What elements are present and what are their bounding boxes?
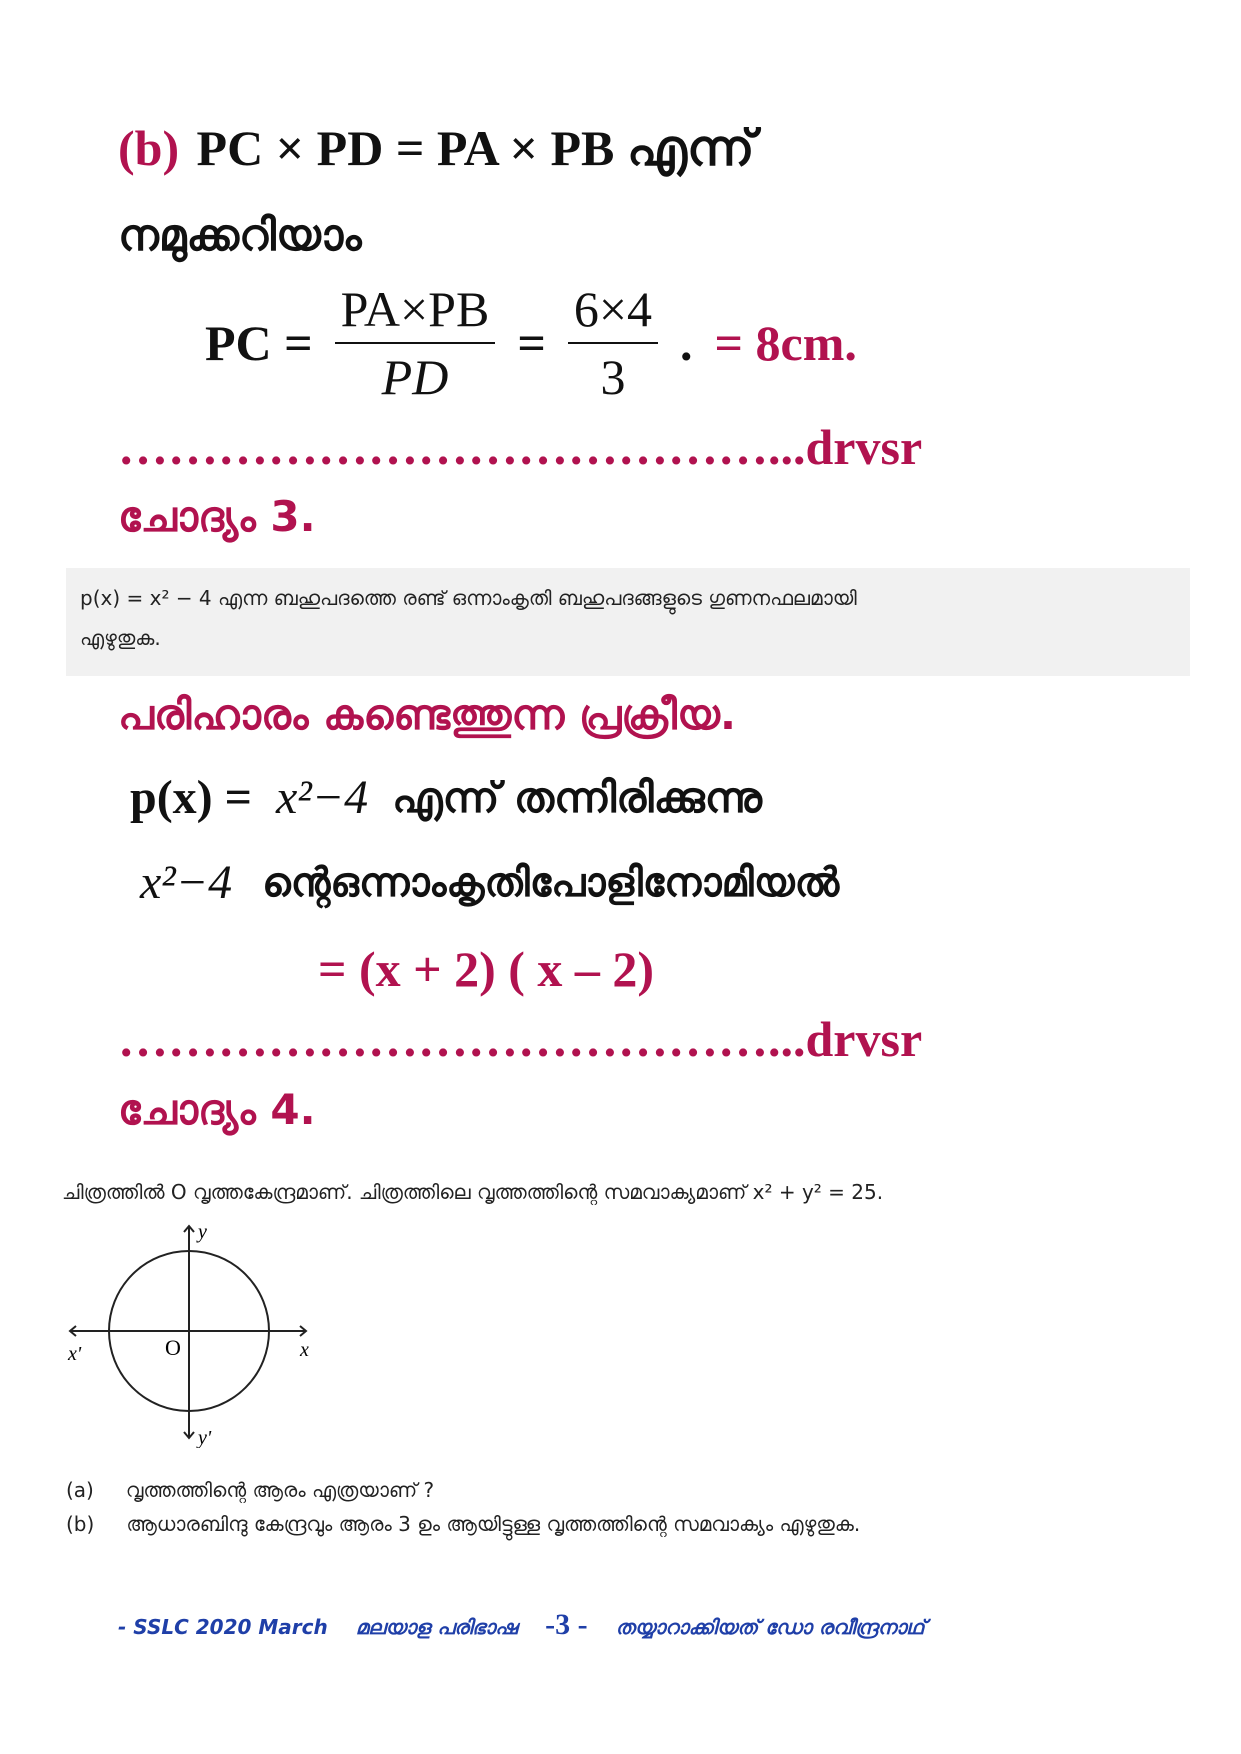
fraction-denominator: PD: [381, 349, 449, 405]
q3-line-1: [130, 770, 762, 825]
axis-label-x: x: [300, 1339, 309, 1361]
solution-heading: പരിഹാരം കണ്ടെത്തുന്ന പ്രക്രീയ.: [118, 690, 736, 739]
footer-exam: - SSLC 2020 March: [118, 1615, 328, 1639]
question-4-part-a: [66, 1478, 434, 1502]
equals-sign: =: [517, 315, 546, 371]
question-4-heading: ചോദ്യം 4.: [118, 1085, 316, 1134]
question-4-part-b: [66, 1512, 860, 1536]
factor-text: ന്റെഒന്നാംകൃതിപോളിനോമിയൽ: [262, 859, 840, 906]
axis-label-x-neg: x': [68, 1343, 82, 1365]
circle-diagram: [60, 1218, 330, 1448]
q3-line-2: [140, 855, 839, 910]
pc-equation: [205, 280, 857, 406]
question-3-line-1: p(x) = x² − 4 എന്ന ബഹുപദത്തെ രണ്ട് ഒന്നാംകൃതി ബഹുപദങ്ങളുടെ ഗുണനഫലമായി: [80, 586, 857, 610]
part-b-statement: [118, 118, 755, 178]
polynomial-expression: x²−4: [276, 771, 369, 824]
footer-author: തയ്യാറാക്കിയത് ഡോ രവീന്ദ്രനാഥ്: [615, 1615, 925, 1639]
question-3-scan: [66, 568, 1190, 676]
axis-label-y-neg: y': [198, 1427, 212, 1448]
footer-subject: മലയാള പരിഭാഷ: [355, 1615, 518, 1639]
fraction-numeric: [568, 280, 658, 406]
question-3-line-2: എഴുതുക.: [80, 626, 161, 650]
divider-drvsr: …………………………………...drvsr: [118, 1011, 923, 1067]
part-b-text: ആധാരബിന്ദു കേന്ദ്രവും ആരം 3 ഉം ആയിട്ടുള്ള വൃത്തത്തിന്റെ സമവാക്യം എഴുതുക.: [126, 1512, 861, 1536]
px-lhs: p(x) =: [130, 771, 253, 824]
part-a-text: വൃത്തത്തിന്റെ ആരം എത്രയാണ് ?: [125, 1478, 435, 1502]
question-3-heading: ചോദ്യം 3.: [118, 492, 316, 541]
part-b-text: PC × PD = PA × PB എന്ന്: [196, 120, 755, 176]
polynomial-expression: x²−4: [140, 856, 233, 909]
fraction-denominator: 3: [600, 349, 626, 405]
axis-label-y: y: [198, 1221, 207, 1243]
part-b-statement-2: നമുക്കറിയാം: [118, 210, 362, 261]
fraction-numerator: PA×PB: [335, 280, 496, 344]
footer-page-number: -3 -: [545, 1608, 588, 1641]
dot: .: [680, 315, 693, 371]
fraction-numerator: 6×4: [568, 280, 658, 344]
given-text: എന്ന് തന്നിരിക്കുന്നു: [392, 772, 762, 822]
footer: [118, 1608, 925, 1642]
origin-label: O: [165, 1335, 181, 1360]
pc-lhs: PC =: [205, 315, 313, 371]
part-b-label: (b): [66, 1512, 95, 1536]
part-b-label: (b): [118, 120, 180, 176]
divider-drvsr: …………………………………...drvsr: [118, 419, 923, 475]
pc-result: = 8cm.: [714, 315, 857, 371]
fraction-pa-pb-over-pd: [335, 280, 496, 406]
part-a-label: (a): [66, 1478, 94, 1502]
question-4-text: ചിത്രത്തിൽ O വൃത്തകേന്ദ്രമാണ്. ചിത്രത്തിലെ വൃത്തത്തിന്റെ സമവാക്യമാണ് x² + y² = 25.: [62, 1180, 884, 1204]
q3-answer: = (x + 2) ( x – 2): [318, 941, 655, 997]
